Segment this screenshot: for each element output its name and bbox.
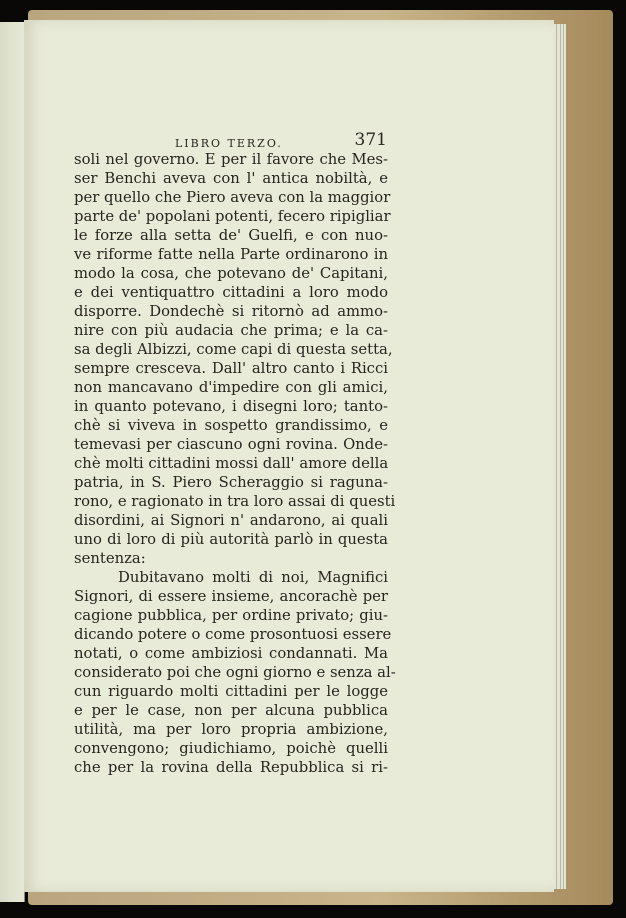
text-line: e dei ventiquattro cittadini a loro modo [74,284,388,301]
text-line: chè molti cittadini mossi dall' amore della [74,455,389,472]
text-line: chè si viveva in sospetto grandissimo, e [74,417,388,434]
text-line: rono, e ragionato in tra loro assai di questi [74,493,396,510]
text-line: e per le case, non per alcuna pubblica [74,702,388,719]
text-line: utilità, ma per loro propria ambizione, [74,721,388,738]
text-line: cagione pubblica, per ordine privato; giu- [74,607,388,624]
text-line: in quanto potevano, i disegni loro; tanto- [74,398,388,415]
text-line: ve riforme fatte nella Parte ordinarono in [74,246,388,263]
text-line: convengono; giudichiamo, poichè quelli [74,740,388,757]
text-line: modo la cosa, che potevano de' Capitani, [74,265,388,282]
text-line: considerato poi che ogni giorno e senza al- [74,664,396,681]
text-line: sentenza: [74,550,146,567]
running-title: LIBRO TERZO. [175,137,283,150]
text-line: patria, in S. Piero Scheraggio si raguna- [74,474,388,491]
text-line: Signori, di essere insieme, ancorachè per [74,588,388,605]
text-line: non mancavano d'impedire con gli amici, [74,379,388,396]
page-number: 371 [354,130,387,150]
text-line: sa degli Albizzi, come capi di questa setta, [74,341,393,358]
page-stack-edge [558,24,566,889]
text-line: le forze alla setta de' Guelfi, e con nuo- [74,227,388,244]
text-line: temevasi per ciascuno ogni rovina. Onde- [74,436,388,453]
left-page-edge [0,22,25,902]
text-line: ser Benchi aveva con l' antica nobiltà, e [74,170,388,187]
page-header [75,130,387,152]
text-line: cun riguardo molti cittadini per le logge [74,683,388,700]
text-line: disporre. Dondechè si ritornò ad ammo- [74,303,388,320]
text-line: soli nel governo. E per il favore che Mes- [74,151,388,168]
text-line: nire con più audacia che prima; e la ca- [74,322,388,339]
text-line: disordini, ai Signori n' andarono, ai quali [74,512,388,529]
text-line: per quello che Piero aveva con la maggior [74,189,391,206]
text-line: dicando potere o come prosontuosi essere [74,626,392,643]
text-line: uno di loro di più autorità parlò in questa [74,531,388,548]
body-text [74,150,396,777]
text-line: che per la rovina della Repubblica si ri- [74,759,388,776]
text-line: parte de' popolani potenti, fecero ripigliar [74,208,391,225]
text-line: sempre cresceva. Dall' altro canto i Ricci [74,360,388,377]
text-line: Dubitavano molti di noi, Magnifici [118,569,388,586]
text-line: notati, o come ambiziosi condannati. Ma [74,645,388,662]
